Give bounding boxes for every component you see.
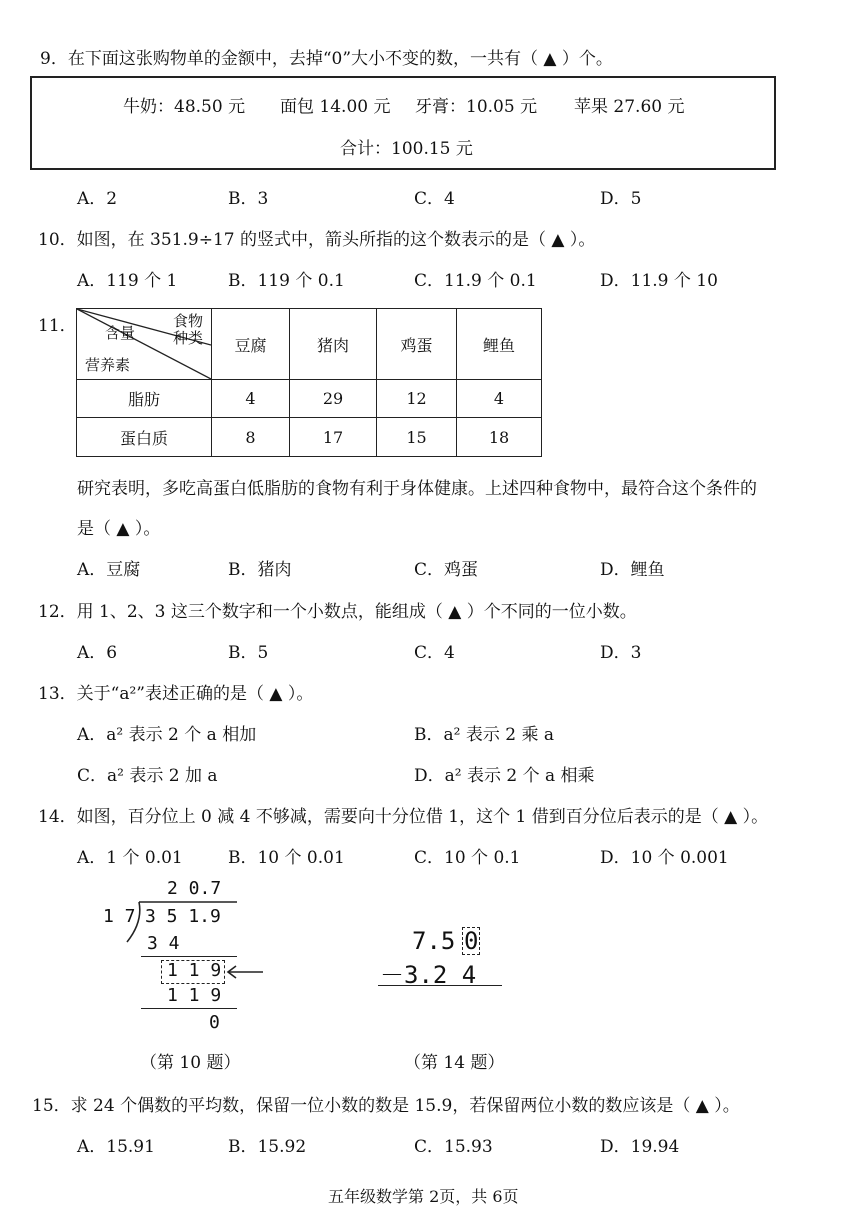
subtraction-boxed-digit: 0 xyxy=(464,927,479,955)
header-content: 含量 xyxy=(105,324,136,342)
q15-text: 求 24 个偶数的平均数，保留一位小数的数是 15.9，若保留两位小数的数应该是（ ▲ ）。 xyxy=(70,1096,740,1116)
q14-number: 14． xyxy=(38,807,77,827)
subtraction-bottom: －3.2 4 xyxy=(380,961,477,989)
q10-stem xyxy=(38,225,595,250)
q11-number: 11． xyxy=(38,316,77,336)
q14-option-d[interactable]: D．10 个 0.001 xyxy=(600,848,729,868)
table-cell: 15 xyxy=(377,418,457,457)
q9-item-apple: 苹果 27.60 元 xyxy=(574,97,685,117)
q10-option-d[interactable]: D．11.9 个 10 xyxy=(600,271,718,291)
q11-option-c[interactable]: C．鸡蛋 xyxy=(414,560,479,580)
q9-item-bread: 面包 14.00 元 xyxy=(280,97,391,117)
header-food-line1: 食物 xyxy=(173,312,204,330)
col-egg: 鸡蛋 xyxy=(377,309,457,380)
q10-option-c[interactable]: C．11.9 个 0.1 xyxy=(414,271,537,291)
division-step1: 3 4 xyxy=(147,933,180,954)
q13-option-a[interactable]: A．a² 表示 2 个 a 相加 xyxy=(77,725,257,745)
row-protein-label: 蛋白质 xyxy=(77,418,212,457)
q13-option-d[interactable]: D．a² 表示 2 个 a 相乘 xyxy=(414,766,595,786)
q10-option-b[interactable]: B．119 个 0.1 xyxy=(228,271,345,291)
table-cell: 18 xyxy=(457,418,542,457)
figure-q10-caption: （第 10 题） xyxy=(140,1053,241,1073)
q12-option-c[interactable]: C．4 xyxy=(414,643,455,663)
figure-q14-caption: （第 14 题） xyxy=(404,1053,505,1073)
q9-text: 在下面这张购物单的金额中，去掉“0”大小不变的数，一共有（ ▲ ）个。 xyxy=(67,49,613,69)
division-quotient: 2 0.7 xyxy=(167,878,222,899)
table-cell: 17 xyxy=(290,418,377,457)
figure-q10-long-division xyxy=(95,872,275,1042)
division-step3: 1 1 9 xyxy=(167,985,222,1006)
q9-option-d[interactable]: D．5 xyxy=(600,189,642,209)
q11-option-d[interactable]: D．鲤鱼 xyxy=(600,560,665,580)
division-rule-1 xyxy=(141,956,237,957)
q11-text-line2: 是（ ▲ ）。 xyxy=(77,519,161,539)
division-remainder: 0 xyxy=(209,1012,220,1033)
nutrition-table xyxy=(76,308,542,457)
page-footer: 五年级数学第 2页，共 6页 xyxy=(328,1187,519,1206)
subtraction-top: 7.5 xyxy=(412,927,456,955)
q10-text: 如图，在 351.9÷17 的竖式中，箭头所指的这个数表示的是（ ▲ ）。 xyxy=(76,230,596,250)
q12-stem xyxy=(38,597,637,622)
q14-stem xyxy=(38,802,768,827)
header-food-line2: 种类 xyxy=(173,329,204,347)
q13-stem xyxy=(38,679,313,704)
col-pork: 猪肉 xyxy=(290,309,377,380)
table-cell: 12 xyxy=(377,380,457,418)
table-cell: 29 xyxy=(290,380,377,418)
q9-option-c[interactable]: C．4 xyxy=(414,189,455,209)
q13-number: 13． xyxy=(38,684,77,704)
division-divisor: 1 7 xyxy=(103,906,136,927)
q9-option-b[interactable]: B．3 xyxy=(228,189,269,209)
q12-option-a[interactable]: A．6 xyxy=(77,643,118,663)
col-tofu: 豆腐 xyxy=(212,309,290,380)
q14-text: 如图，百分位上 0 减 4 不够减，需要向十分位借 1，这个 1 借到百分位后表示的是（ ▲ ）。 xyxy=(76,807,769,827)
q13-option-c[interactable]: C．a² 表示 2 加 a xyxy=(77,766,218,786)
arrow-icon xyxy=(225,963,265,981)
table-diagonal-header xyxy=(77,309,212,380)
q12-option-b[interactable]: B．5 xyxy=(228,643,269,663)
q11-option-a[interactable]: A．豆腐 xyxy=(77,560,141,580)
q15-option-b[interactable]: B．15.92 xyxy=(228,1137,307,1157)
table-cell: 8 xyxy=(212,418,290,457)
subtraction-rule xyxy=(378,985,502,986)
row-fat-label: 脂肪 xyxy=(77,380,212,418)
q11-option-b[interactable]: B．猪肉 xyxy=(228,560,292,580)
q11-text-line1: 研究表明，多吃高蛋白低脂肪的食物有利于身体健康。上述四种食物中，最符合这个条件的 xyxy=(77,479,757,499)
q12-text: 用 1、2、3 这三个数字和一个小数点，能组成（ ▲ ）个不同的一位小数。 xyxy=(76,602,637,622)
figure-q14-subtraction xyxy=(376,925,516,995)
division-dividend: 3 5 1.9 xyxy=(145,906,221,927)
division-step2: 1 1 9 xyxy=(167,960,222,981)
q14-option-c[interactable]: C．10 个 0.1 xyxy=(414,848,521,868)
q9-option-a[interactable]: A．2 xyxy=(77,189,118,209)
q14-option-b[interactable]: B．10 个 0.01 xyxy=(228,848,345,868)
division-rule-2 xyxy=(141,1008,237,1009)
q9-total: 合计：100.15 元 xyxy=(340,139,473,159)
q15-option-d[interactable]: D．19.94 xyxy=(600,1137,680,1157)
q15-stem xyxy=(32,1091,740,1116)
col-carp: 鲤鱼 xyxy=(457,309,542,380)
table-cell: 4 xyxy=(212,380,290,418)
q10-option-a[interactable]: A．119 个 1 xyxy=(77,271,178,291)
q15-option-c[interactable]: C．15.93 xyxy=(414,1137,493,1157)
q9-number: 9． xyxy=(40,49,68,69)
table-cell: 4 xyxy=(457,380,542,418)
q12-number: 12． xyxy=(38,602,77,622)
q13-text: 关于“a²”表述正确的是（ ▲ ）。 xyxy=(76,684,314,704)
q9-item-milk: 牛奶：48.50 元 xyxy=(123,97,246,117)
q12-option-d[interactable]: D．3 xyxy=(600,643,642,663)
q15-option-a[interactable]: A．15.91 xyxy=(77,1137,155,1157)
header-nutrient: 营养素 xyxy=(85,356,131,374)
q14-option-a[interactable]: A．1 个 0.01 xyxy=(77,848,183,868)
q10-number: 10． xyxy=(38,230,77,250)
q15-number: 15． xyxy=(32,1096,71,1116)
q9-stem xyxy=(40,44,613,69)
q13-option-b[interactable]: B．a² 表示 2 乘 a xyxy=(414,725,555,745)
q9-item-toothpaste: 牙膏：10.05 元 xyxy=(415,97,538,117)
